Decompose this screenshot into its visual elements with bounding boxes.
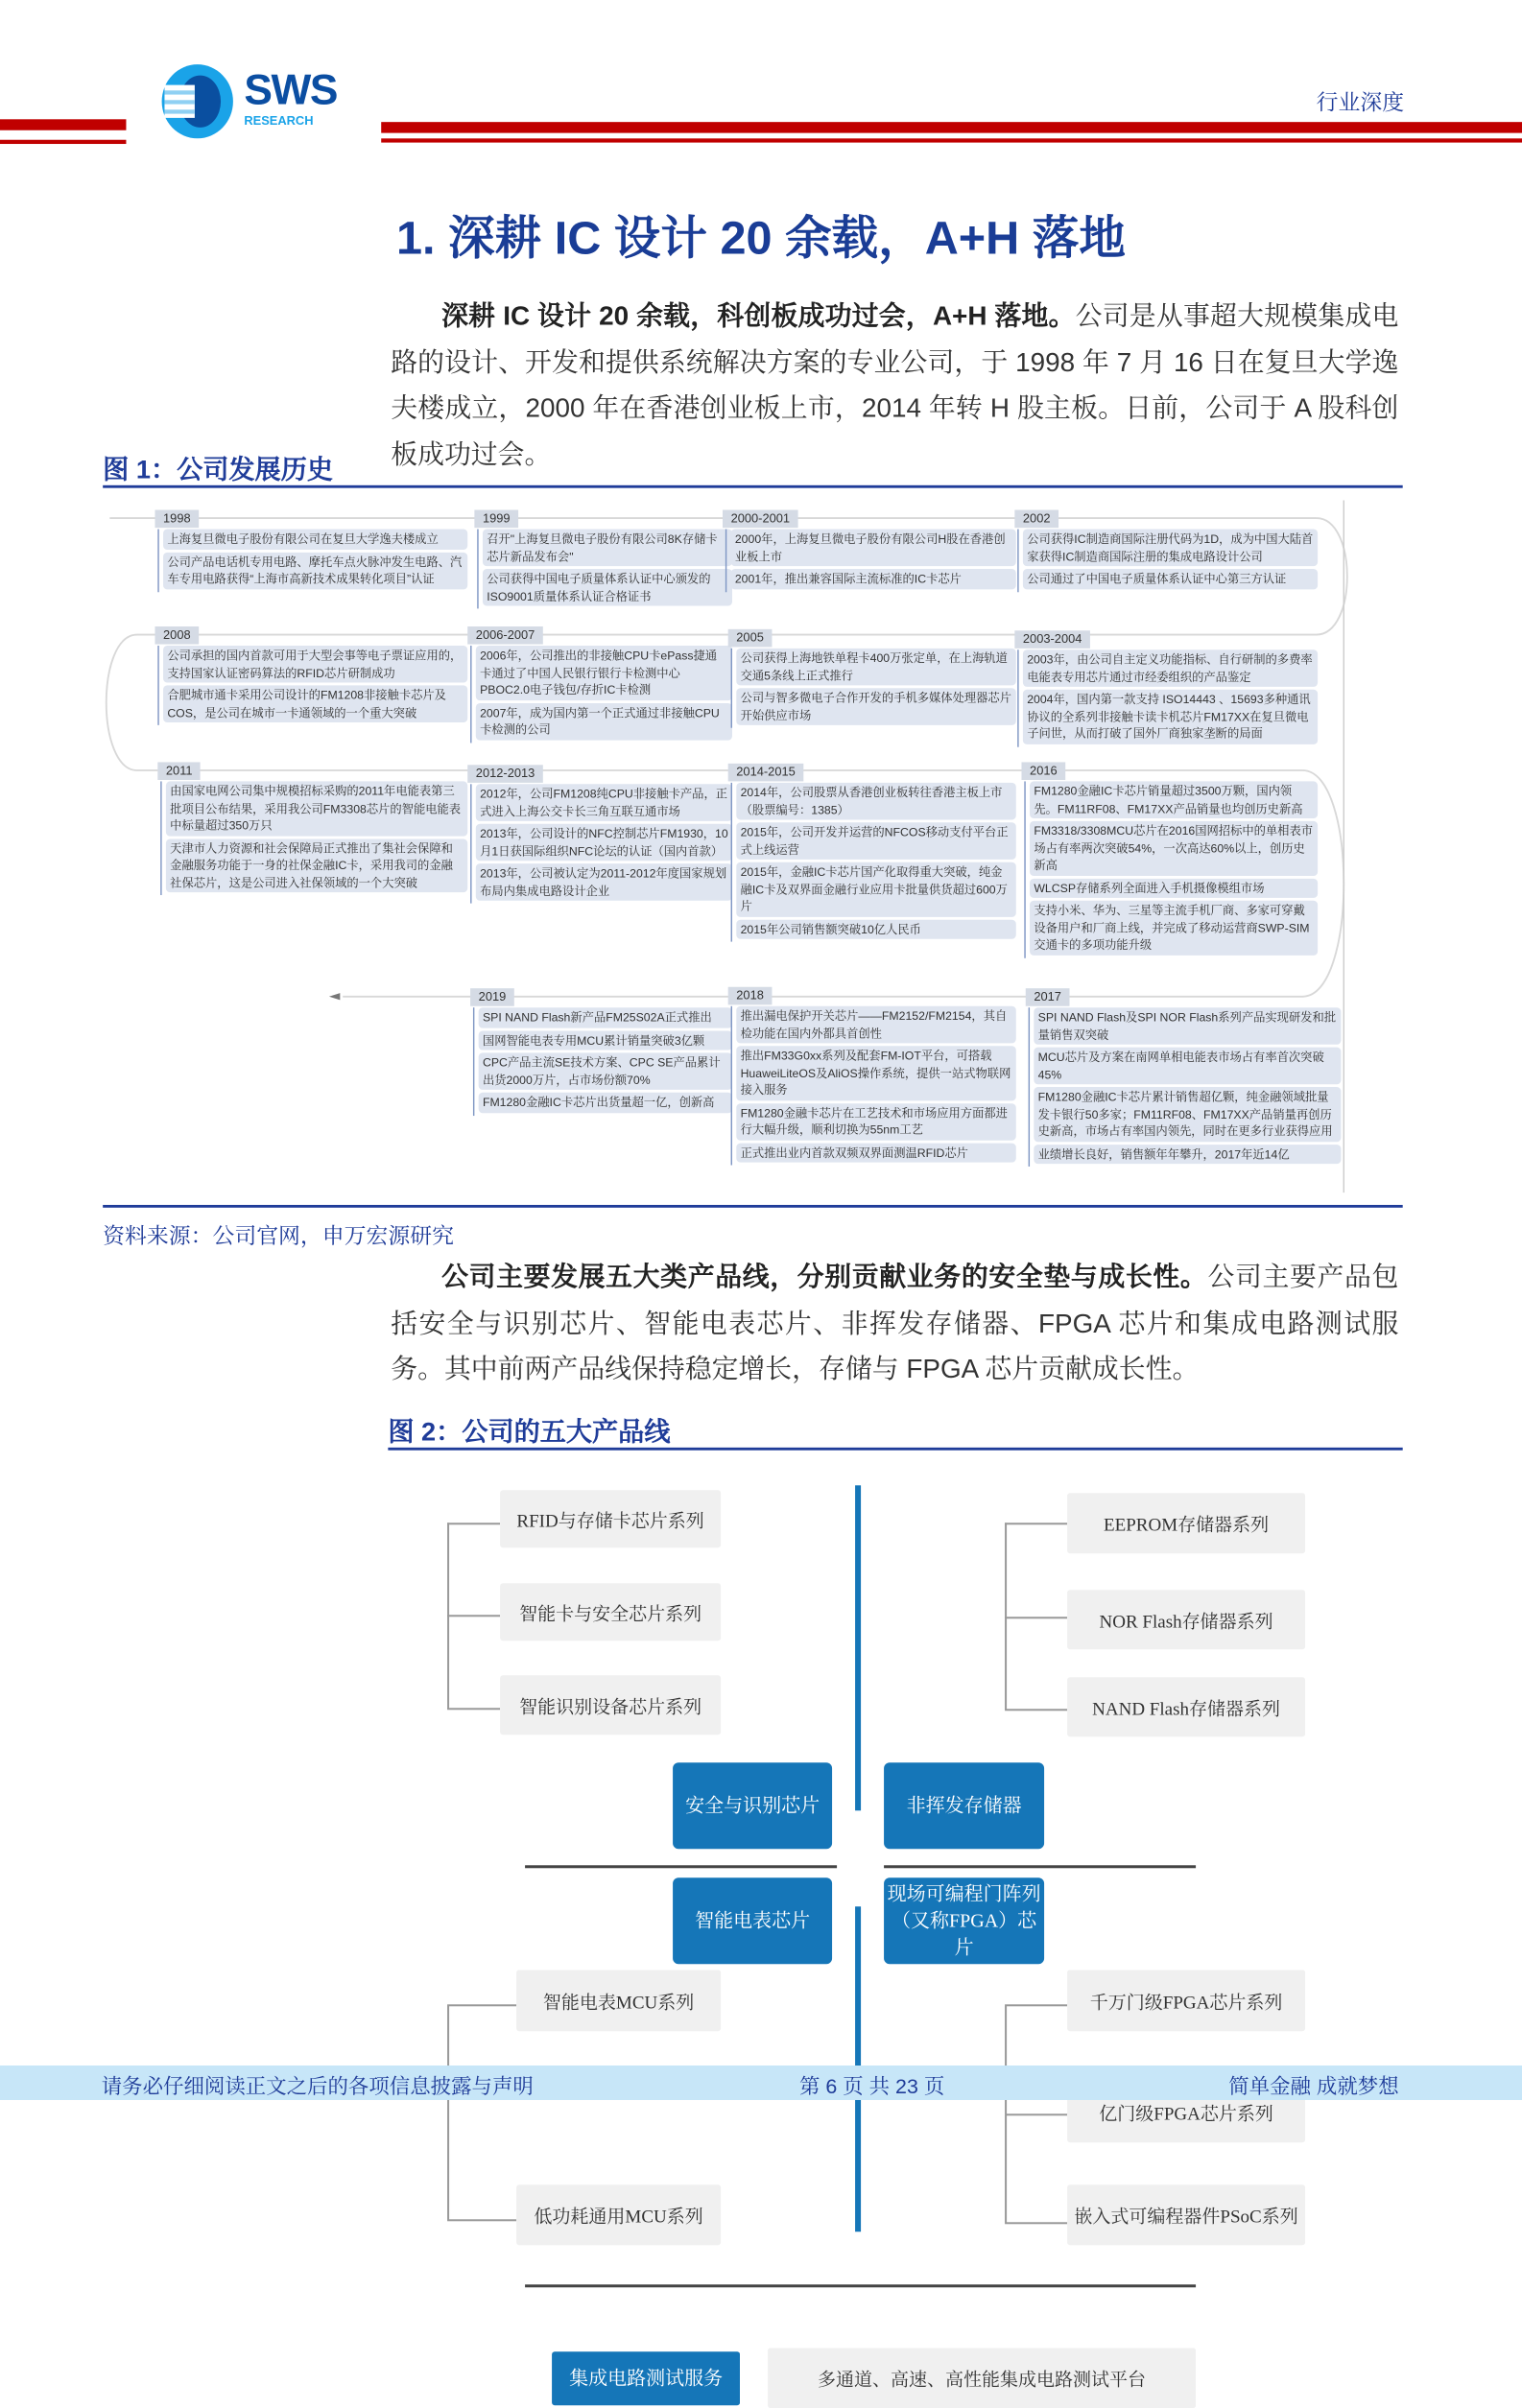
timeline-event: 2012年，公司FM1208纯CPU非接触卡产品，正式进入上海公交卡长三角互联互通市场 <box>476 784 732 821</box>
products-paragraph <box>391 1256 1398 1394</box>
timeline-event: 国网智能电表专用MCU累计销量突破3亿颗 <box>479 1030 732 1051</box>
timeline-event-group <box>157 646 467 725</box>
series-box: 低功耗通用MCU系列 <box>516 2184 721 2245</box>
section-title: 1. 深耕 IC 设计 20 余载，A+H 落地 <box>396 212 1126 265</box>
footer-page-info: 第 6 页 共 23 页 <box>799 2075 945 2099</box>
figure1-bottom-rule <box>103 1205 1403 1207</box>
timeline-event: 2003年，由公司自主定义功能指标、自行研制的多费率电能表专用芯片通过市经委组织的产品鉴定 <box>1023 649 1318 687</box>
timeline-event: 2015年，公司开发并运营的NFCOS移动支付平台正式上线运营 <box>736 822 1015 860</box>
timeline-year-label: 2018 <box>728 987 773 1005</box>
category-memory: 非挥发存储器 <box>884 1762 1044 1849</box>
timeline-year-label: 2017 <box>1026 988 1070 1006</box>
timeline-event-group <box>725 530 1016 592</box>
timeline-year-label: 2012-2013 <box>467 765 543 783</box>
timeline-event: 公司承担的国内首款可用于大型会事等电子票证应用的，支持国家认证密码算法的RFID芯片研制成功 <box>163 646 467 683</box>
series-box: RFID与存储卡芯片系列 <box>500 1490 721 1547</box>
timeline-year-label: 2014-2015 <box>728 764 804 782</box>
timeline-event-group <box>1029 1007 1342 1167</box>
timeline-year-label: 2019 <box>470 988 514 1006</box>
timeline-event: 2004年，国内第一款支持 ISO14443 、15693多种通讯协议的全系列非接触卡读卡机芯片FM17XX在复旦微电子问世，从而打破了国外厂商独家垄断的局面 <box>1023 690 1318 744</box>
timeline-year-label: 2003-2004 <box>1014 630 1090 649</box>
timeline-event-group <box>731 1006 1016 1166</box>
timeline-event: 业绩增长良好，销售额年年攀升，2017年近14亿 <box>1034 1144 1341 1164</box>
products-text: 公司主要产品包括安全与识别芯片、智能电表芯片、非挥发存储器、FPGA 芯片和集成电路测试服务。其中前两产品线保持稳定增长，存储与 FPGA 芯片贡献成长性。 <box>391 1262 1399 1385</box>
timeline-event-group <box>1017 530 1318 592</box>
timeline-year-label: 1999 <box>474 510 518 529</box>
figure2-title: 图 2：公司的五大产品线 <box>388 1418 671 1448</box>
series-box: 嵌入式可编程器件PSoC系列 <box>1067 2184 1305 2245</box>
timeline-event: 2013年，公司被认定为2011-2012年度国家规划布局内集成电路设计企业 <box>476 863 732 901</box>
timeline-event: FM1280金融IC卡芯片出货量超一亿，创新高 <box>479 1093 732 1113</box>
timeline-event-group <box>470 646 732 743</box>
timeline-event: MCU芯片及方案在南网单相电能表市场占有率首次突破45% <box>1034 1048 1341 1085</box>
timeline-event: 2006年，公司推出的非接触CPU卡ePass捷通卡通过了中国人民银行银行卡检测中心PBOC2.0电子钱包/存折IC卡检测 <box>476 646 732 699</box>
timeline-year-label: 2005 <box>728 629 773 648</box>
timeline-event-group <box>731 649 1016 728</box>
logo-subtext: RESEARCH <box>244 113 314 128</box>
timeline-event-group <box>1024 781 1318 957</box>
series-box: 智能识别设备芯片系列 <box>500 1675 721 1735</box>
timeline-event-group <box>473 1007 732 1115</box>
timeline-event: 推出漏电保护开关芯片——FM2152/FM2154，其自检功能在国内外都具首创性 <box>736 1006 1015 1044</box>
series-box: NAND Flash存储器系列 <box>1067 1677 1305 1736</box>
series-box: 亿门级FPGA芯片系列 <box>1067 2082 1305 2142</box>
timeline-event-group <box>477 530 732 609</box>
series-box: 智能卡与安全芯片系列 <box>500 1583 721 1641</box>
timeline-event: FM1280金融卡芯片在工艺技术和市场应用方面都进行大幅升级，顺利切换为55nm工艺 <box>736 1102 1015 1140</box>
timeline-event: 上海复旦微电子股份有限公司在复旦大学逸夫楼成立 <box>163 530 467 550</box>
timeline-year-label: 2011 <box>157 762 201 780</box>
timeline-event: FM3318/3308MCU芯片在2016国网招标中的单相表市场占有率两次突破54%，一次高达60%以上，创历史新高 <box>1030 821 1318 875</box>
timeline-year-label: 2002 <box>1014 510 1058 529</box>
footer-disclaimer[interactable]: 请务必仔细阅读正文之后的各项信息披露与声明 <box>101 2075 534 2099</box>
timeline-year-label: 2008 <box>155 626 199 645</box>
timeline-event: CPC产品主流SE技术方案、CPC SE产品累计出货2000万片，占市场份额70% <box>479 1052 732 1090</box>
timeline-event: 推出FM33G0xx系列及配套FM-IOT平台，可搭载HuaweiLiteOS及AliOS操作系统，提供一站式物联网接入服务 <box>736 1046 1015 1099</box>
timeline-event: FM1280金融IC卡芯片销量超过3500万颗，国内领先。FM11RF08、FM17XX产品销量也均创历史新高 <box>1030 781 1318 818</box>
timeline-event: 2013年，公司设计的NFC控制芯片FM1930，10月1日获国际组织NFC论坛的认证（国内首款） <box>476 824 732 862</box>
timeline-event: 公司获得IC制造商国际注册代码为1D，成为中国大陆首家获得IC制造商国际注册的集成电路设计公司 <box>1023 530 1318 567</box>
timeline-event: 正式推出业内首款双频双界面测温RFID芯片 <box>736 1143 1015 1163</box>
timeline-year-label: 2000-2001 <box>723 510 798 529</box>
report-type: 行业深度 <box>1316 91 1405 116</box>
figure2-top-rule <box>388 1448 1402 1450</box>
timeline-event-group <box>470 784 732 903</box>
fpga-label-line1: 现场可编程门阵列 <box>887 1883 1041 1905</box>
timeline-event: FM1280金融IC卡芯片累计销售超亿颗，纯金融领域批量发卡银行50多家；FM11RF08、FM17XX产品销量再创历史新高，市场占有率国内领先，同时在更多行业获得应用 <box>1034 1087 1341 1141</box>
series-box: 智能电表MCU系列 <box>516 1970 721 2031</box>
timeline-event-group <box>1017 649 1318 746</box>
center-divider <box>855 1485 861 1810</box>
timeline-event: SPI NAND Flash及SPI NOR Flash系列产品实现研发和批量销售双突破 <box>1034 1007 1341 1045</box>
series-box: EEPROM存储器系列 <box>1067 1493 1305 1553</box>
series-box: NOR Flash存储器系列 <box>1067 1590 1305 1649</box>
timeline-event: 2000年，上海复旦微电子股份有限公司H股在香港创业板上市 <box>731 530 1016 567</box>
timeline-year-label: 2016 <box>1021 762 1065 780</box>
series-box: 千万门级FPGA芯片系列 <box>1067 1970 1305 2031</box>
timeline-event: SPI NAND Flash新产品FM25S02A正式推出 <box>479 1007 732 1027</box>
timeline-event: 2007年，成为国内第一个正式通过非接触CPU卡检测的公司 <box>476 702 732 740</box>
intro-text: 公司是从事超大规模集成电路的设计、开发和提供系统解决方案的专业公司，于 1998 年 7 月 16 日在复旦大学逸夫楼成立，2000 年在香港创业板上市，2014 年转 H 股主板。日前，公司于 A 股科创板成功过会。 <box>391 301 1399 470</box>
timeline-event: 召开"上海复旦微电子股份有限公司8K存储卡芯片新品发布会" <box>483 530 732 567</box>
figure1-title: 图 1：公司发展历史 <box>103 456 334 485</box>
timeline-event: 2001年，推出兼容国际主流标准的IC卡芯片 <box>731 569 1016 589</box>
timeline-event: 公司与智多微电子合作开发的手机多媒体处理器芯片开始供应市场 <box>736 688 1015 725</box>
timeline-event-group <box>160 781 467 895</box>
timeline-event: 2015年，金融IC卡芯片国产化取得重大突破，纯金融IC卡及双界面金融行业应用卡批量供货超过600万片 <box>736 862 1015 916</box>
testing-platform-box: 多通道、高速、高性能集成电路测试平台 <box>768 2348 1196 2408</box>
intro-bold: 深耕 IC 设计 20 余载，科创板成功过会，A+H 落地。 <box>441 301 1076 332</box>
timeline-year-label: 2006-2007 <box>467 626 543 645</box>
logo-text: SWS <box>244 65 337 114</box>
figure1-source: 资料来源：公司官网，申万宏源研究 <box>103 1225 454 1249</box>
products-bold: 公司主要发展五大类产品线，分别贡献业务的安全垫与成长性。 <box>441 1262 1208 1293</box>
timeline-event: 合肥城市通卡采用公司设计的FM1208非接触卡芯片及COS，是公司在城市一卡通领域的一个重大突破 <box>163 685 467 722</box>
timeline-year-label: 1998 <box>155 510 199 529</box>
timeline-event: 2015年公司销售额突破10亿人民币 <box>736 919 1015 939</box>
category-testing: 集成电路测试服务 <box>552 2351 740 2405</box>
category-meter: 智能电表芯片 <box>673 1877 832 1964</box>
footer-bar <box>0 2066 1522 2100</box>
fpga-label-line2: （又称FPGA）芯片 <box>891 1910 1037 1959</box>
timeline-event: 公司产品电话机专用电路、摩托车点火脉冲发生电路、汽车专用电路获得“上海市高新技术成果转化项目”认证 <box>163 552 467 589</box>
timeline-event-group <box>157 530 467 592</box>
timeline-event: 2014年，公司股票从香港创业板转往香港主板上市（股票编号：1385） <box>736 783 1015 820</box>
timeline-event: 公司获得中国电子质量体系认证中心颁发的ISO9001质量体系认证合格证书 <box>483 569 732 606</box>
timeline-event-group <box>731 783 1016 942</box>
category-fpga <box>884 1877 1044 1964</box>
category-security: 安全与识别芯片 <box>673 1762 832 1849</box>
timeline-event: 支持小米、华为、三星等主流手机厂商、多家可穿戴设备用户和厂商上线，并完成了移动运营商SWP-SIM交通卡的多项功能升级 <box>1030 901 1318 955</box>
timeline-event: 公司获得上海地铁单程卡400万张定单，在上海轨道交通5条线上正式推行 <box>736 649 1015 686</box>
timeline-event: WLCSP存储系列全面进入手机摄像模组市场 <box>1030 878 1318 898</box>
timeline-event: 公司通过了中国电子质量体系认证中心第三方认证 <box>1023 569 1318 589</box>
timeline-event: 天津市人力资源和社会保障局正式推出了集社会保障和金融服务功能于一身的社保金融IC卡，采用我司的金融社保芯片，这是公司进入社保领域的一个大突破 <box>166 838 467 892</box>
timeline-event: 由国家电网公司集中规模招标采购的2011年电能表第三批项目公布结果，采用我公司FM3308芯片的智能电能表中标量超过350万只 <box>166 781 467 835</box>
footer-slogan: 简单金融 成就梦想 <box>1228 2075 1399 2099</box>
